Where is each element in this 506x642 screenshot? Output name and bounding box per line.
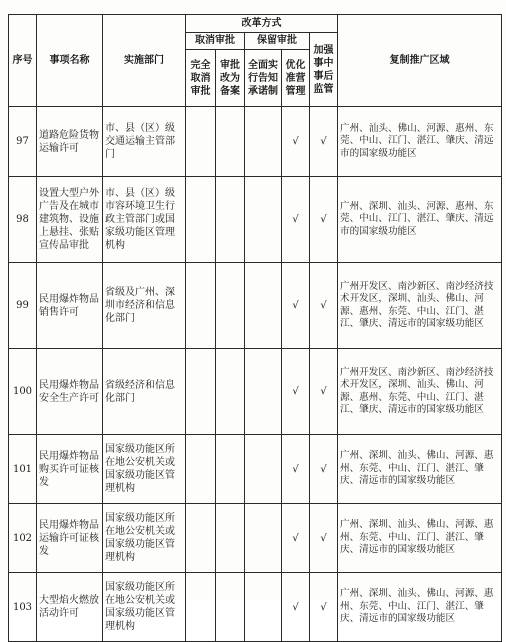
approval-to-filing-cell xyxy=(216,573,245,642)
header-approval-to-filing: 审批改为备案 xyxy=(216,50,245,107)
strengthen-cell: √ xyxy=(310,177,338,263)
approval-to-filing-cell xyxy=(216,349,245,435)
table-row xyxy=(9,573,502,642)
area-text: 广州、深圳、汕头、河源、惠州、东莞、中山、江门、湛江、肇庆、清远市的国家级功能区 xyxy=(338,177,502,263)
approval-to-filing-cell xyxy=(216,263,245,349)
dept-name: 市、县（区）级交通运输主管部门 xyxy=(103,107,186,177)
row-number: 103 xyxy=(9,573,37,642)
header-keep-approval: 保留审批 xyxy=(245,33,310,50)
row-number: 98 xyxy=(9,177,37,263)
full-cancel-cell xyxy=(186,435,216,504)
item-name: 民用爆炸物品安全生产许可 xyxy=(37,349,103,435)
full-cancel-cell xyxy=(186,263,216,349)
dept-name: 省级经济和信息化部门 xyxy=(103,349,186,435)
header-area: 复制推广区域 xyxy=(338,15,502,107)
table-row xyxy=(9,435,502,504)
dept-name: 省级及广州、深圳市经济和信息化部门 xyxy=(103,263,186,349)
area-text: 广州、深圳、汕头、佛山、河源、惠州、东莞、中山、江门、湛江、肇庆、清远市的国家级功能区 xyxy=(338,504,502,573)
optimize-access-cell: √ xyxy=(282,573,310,642)
full-cancel-cell xyxy=(186,573,216,642)
header-reform: 改革方式 xyxy=(186,15,338,33)
header-optimize-access: 优化准营管理 xyxy=(282,50,310,107)
notice-commitment-cell xyxy=(245,263,282,349)
strengthen-cell: √ xyxy=(310,504,338,573)
area-text: 广州、汕头、佛山、河源、惠州、东莞、中山、江门、湛江、肇庆、清远市的国家级功能区 xyxy=(338,107,502,177)
notice-commitment-cell xyxy=(245,107,282,177)
strengthen-cell: √ xyxy=(310,107,338,177)
notice-commitment-cell xyxy=(245,435,282,504)
optimize-access-cell: √ xyxy=(282,349,310,435)
header-dept: 实施部门 xyxy=(103,15,186,107)
strengthen-cell: √ xyxy=(310,573,338,642)
item-name: 设置大型户外广告及在城市建筑物、设施上悬挂、张贴宣传品审批 xyxy=(37,177,103,263)
row-number: 99 xyxy=(9,263,37,349)
row-number: 100 xyxy=(9,349,37,435)
header-strengthen: 加强事中事后监管 xyxy=(310,33,338,107)
header-notice-commitment: 全面实行告知承诺制 xyxy=(245,50,282,107)
strengthen-cell: √ xyxy=(310,435,338,504)
approval-to-filing-cell xyxy=(216,177,245,263)
header-full-cancel: 完全取消审批 xyxy=(186,50,216,107)
notice-commitment-cell xyxy=(245,504,282,573)
row-number: 101 xyxy=(9,435,37,504)
area-text: 广州、深圳、汕头、佛山、河源、惠州、东莞、中山、江门、湛江、肇庆、清远市的国家级功能区 xyxy=(338,435,502,504)
optimize-access-cell: √ xyxy=(282,107,310,177)
approval-to-filing-cell xyxy=(216,504,245,573)
strengthen-cell: √ xyxy=(310,263,338,349)
dept-name: 市、县（区）级市容环境卫生行政主管部门或国家级功能区管理机构 xyxy=(103,177,186,263)
optimize-access-cell: √ xyxy=(282,177,310,263)
area-text: 广州、深圳、汕头、佛山、河源、惠州、东莞、中山、江门、湛江、肇庆、清远市的国家级功能区 xyxy=(338,573,502,642)
notice-commitment-cell xyxy=(245,573,282,642)
reform-table xyxy=(8,14,502,642)
dept-name: 国家级功能区所在地公安机关或国家级功能区管理机构 xyxy=(103,504,186,573)
strengthen-cell: √ xyxy=(310,349,338,435)
full-cancel-cell xyxy=(186,107,216,177)
full-cancel-cell xyxy=(186,504,216,573)
item-name: 民用爆炸物品销售许可 xyxy=(37,263,103,349)
approval-to-filing-cell xyxy=(216,107,245,177)
header-seq: 序号 xyxy=(9,15,37,107)
row-number: 97 xyxy=(9,107,37,177)
item-name: 民用爆炸物品运输许可证核发 xyxy=(37,504,103,573)
approval-to-filing-cell xyxy=(216,435,245,504)
dept-name: 国家级功能区所在地公安机关或国家级功能区管理机构 xyxy=(103,435,186,504)
dept-name: 国家级功能区所在地公安机关或国家级功能区管理机构 xyxy=(103,573,186,642)
row-number: 102 xyxy=(9,504,37,573)
optimize-access-cell: √ xyxy=(282,263,310,349)
table-row xyxy=(9,349,502,435)
full-cancel-cell xyxy=(186,177,216,263)
area-text: 广州开发区、南沙新区、南沙经济技术开发区，深圳、汕头、佛山、河源、惠州、东莞、中山、江门、湛江、肇庆、清远市的国家级功能区 xyxy=(338,263,502,349)
table-row xyxy=(9,263,502,349)
notice-commitment-cell xyxy=(245,177,282,263)
header-item-name: 事项名称 xyxy=(37,15,103,107)
item-name: 大型焰火燃放活动许可 xyxy=(37,573,103,642)
table-row xyxy=(9,107,502,177)
optimize-access-cell: √ xyxy=(282,435,310,504)
table-row xyxy=(9,177,502,263)
item-name: 道路危险货物运输许可 xyxy=(37,107,103,177)
header-cancel-approval: 取消审批 xyxy=(186,33,245,50)
optimize-access-cell: √ xyxy=(282,504,310,573)
area-text: 广州开发区、南沙新区、南沙经济技术开发区，深圳、汕头、佛山、河源、惠州、东莞、中山、江门、湛江、肇庆、清远市的国家级功能区 xyxy=(338,349,502,435)
full-cancel-cell xyxy=(186,349,216,435)
table-row xyxy=(9,504,502,573)
notice-commitment-cell xyxy=(245,349,282,435)
item-name: 民用爆炸物品购买许可证核发 xyxy=(37,435,103,504)
